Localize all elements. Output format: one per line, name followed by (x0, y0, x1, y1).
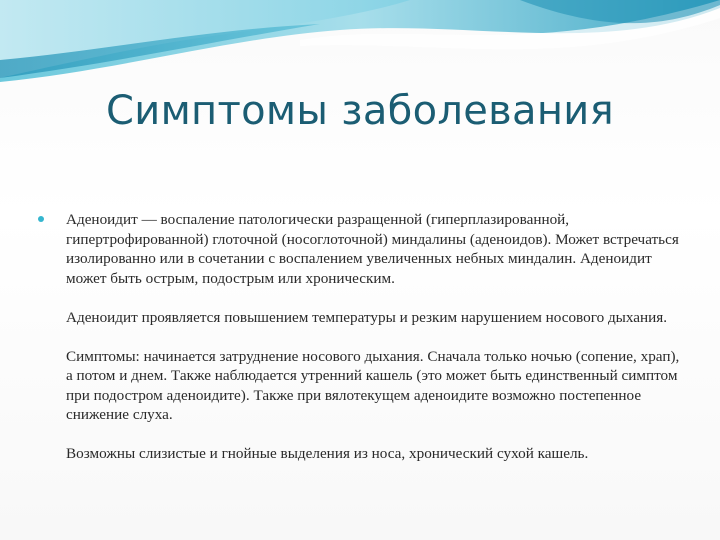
paragraph-symptoms: Симптомы: начинается затруднение носового дыхания. Сначала только ночью (сопение, храп), а потом и днем. Также наблюдается утренний кашель (это может быть единственный симптом при подостром аденоидите). Также при вялотекущем аденоидите возможно постепенное снижение слуха. (66, 347, 680, 423)
bullet-text (66, 210, 688, 464)
bullet-list (38, 210, 688, 464)
header-wave-decoration (0, 0, 720, 95)
bullet-dot-icon (38, 216, 44, 222)
paragraph-definition: Аденоидит — воспаление патологически разращенной (гиперплазированной, гипертрофированной) глоточной (носоглоточной) миндалины (аденоидов). Может встречаться изолированно или в сочетании с воспалением увеличенных небных миндалин. Аденоидит может быть острым, подострым или хроническим. (66, 211, 679, 287)
slide-title: Симптомы заболевания (106, 88, 614, 134)
paragraph-discharge: Возможны слизистые и гнойные выделения из носа, хронический сухой кашель. (66, 445, 589, 462)
paragraph-manifestation: Аденоидит проявляется повышением температуры и резким нарушением носового дыхания. (66, 308, 668, 326)
